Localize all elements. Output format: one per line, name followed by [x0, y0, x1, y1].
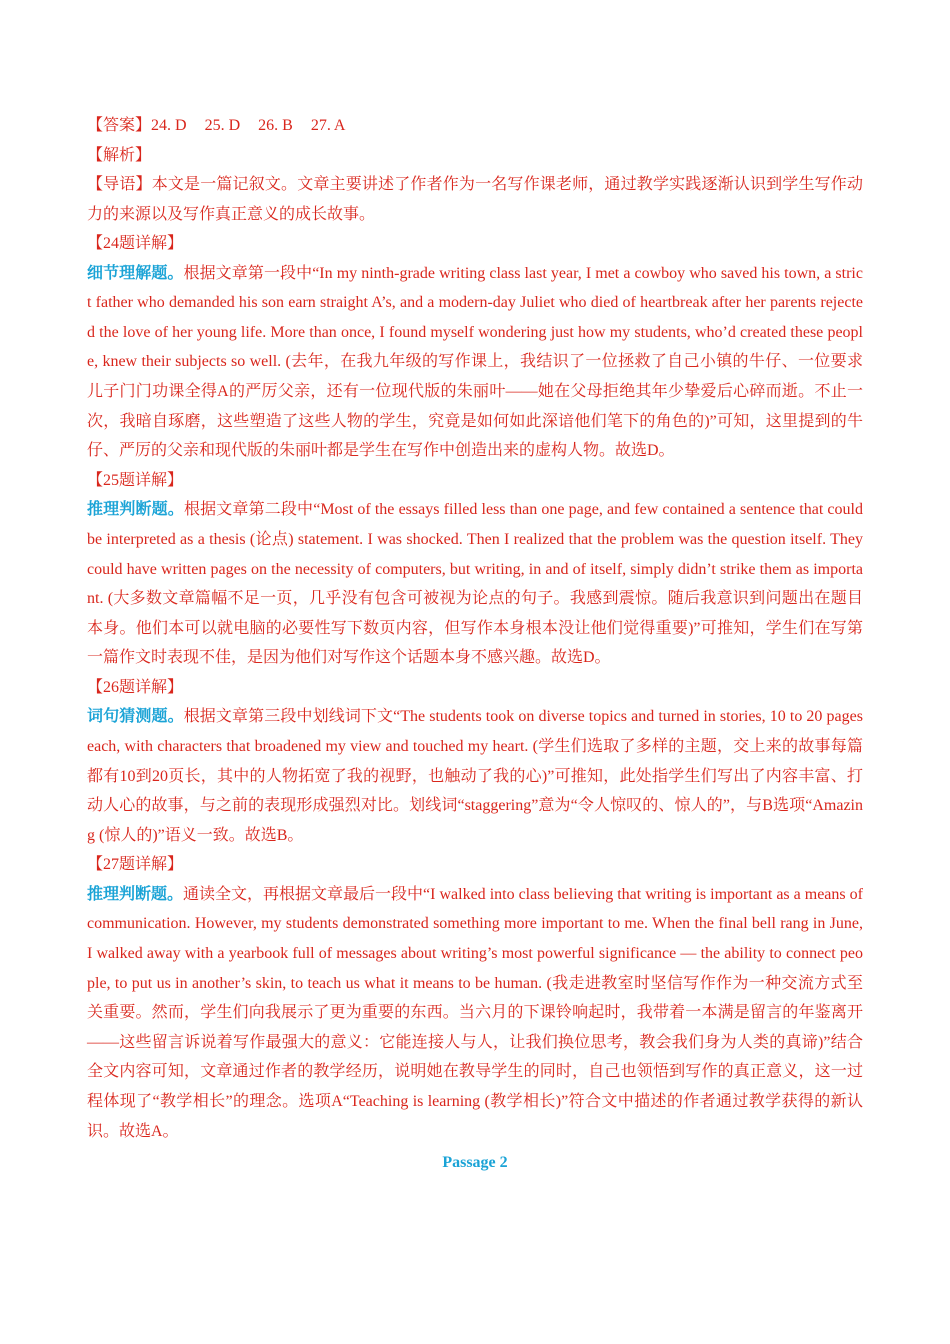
q26-heading: 【26题详解】 [87, 678, 184, 696]
answer-label: 【答案】 [87, 117, 152, 134]
intro-text: 本文是一篇记叙文。文章主要讲述了作者作为一名写作课老师，通过教学实践逐渐认识到学生写作动力的来源以及写作真正意义的成长故事。 [87, 176, 863, 223]
q26-tag: 词句猜测题。 [87, 708, 184, 726]
q25-tag: 推理判断题。 [87, 501, 184, 519]
intro-paragraph [87, 170, 863, 229]
q25-text: 根据文章第二段中“Most of the essays filled less than one page, and few contained a sentence that could be interpreted as a thesis (论点) statement. I was shocked. Then I realized that the problem was the question itself. They could have written pages on the necessity of computers, but writing, in and of itself, simply didn’t strike them as important. (大多数文章篇幅不足一页，几乎没有包含可被视为论点的句子。我感到震惊。随后我意识到问题出在题目本身。他们本可以就电脑的必要性写下数页内容，但写作本身根本没让他们觉得重要)”可推知，学生们在写第一篇作文时表现不佳，是因为他们对写作这个话题本身不感兴趣。故选D。 [87, 501, 863, 667]
q24-tag: 细节理解题。 [87, 264, 184, 282]
answer-line [87, 111, 863, 141]
q27-text: 通读全文，再根据文章最后一段中“I walked into class believing that writing is important as a means of communication. However, my students demonstrated something more important to me. When the final bell rang in June, I walked away with a yearbook full of messages about writing’s most powerful significance — the ability to connect people, to put us in another’s skin, to teach us what it means to be human. (我走进教室时坚信写作作为一种交流方式至关重要。然而，学生们向我展示了更为重要的东西。当六月的下课铃响起时，我带着一本满是留言的年鉴离开——这些留言诉说着写作最强大的意义：它能连接人与人，让我们换位思考，教会我们身为人类的真谛)”结合全文内容可知，文章通过作者的教学经历，说明她在教导学生的同时，自己也领悟到写作的真正意义，这一过程体现了“教学相长”的理念。选项A“Teaching is learning (教学相长)”符合文中描述的作者通过教学获得的新认识。故选A。 [87, 885, 863, 1140]
answer-item: 26. B [258, 117, 293, 134]
q24-paragraph [87, 259, 863, 466]
q25-heading: 【25题详解】 [87, 471, 184, 489]
answer-item: 24. D [151, 117, 187, 134]
q26-paragraph [87, 702, 863, 850]
answer-item: 27. A [310, 117, 346, 134]
q27-tag: 推理判断题。 [87, 885, 184, 903]
answer-item: 25. D [204, 117, 241, 134]
q27-paragraph [87, 880, 863, 1146]
q25-paragraph [87, 495, 863, 673]
q24-heading: 【24题详解】 [87, 235, 184, 253]
analysis-heading: 【解析】 [87, 146, 152, 164]
document-page [87, 111, 863, 1178]
intro-label: 【导语】 [87, 176, 152, 193]
q26-text: 根据文章第三段中划线词下文“The students took on diverse topics and turned in stories, 10 to 20 pages each, with characters that broadened my view and touched my heart. (学生们选取了多样的主题，交上来的故事每篇都有10到20页长，其中的人物拓宽了我的视野，也触动了我的心)”可推知，此处指学生们写出了内容丰富、打动人心的故事，与之前的表现形成强烈对比。划线词“staggering”意为“令人惊叹的、惊人的”，与B选项“Amazing (惊人的)”语义一致。故选B。 [87, 708, 863, 844]
passage-title: Passage 2 [442, 1154, 508, 1172]
q24-text: 根据文章第一段中“In my ninth-grade writing class last year, I met a cowboy who saved his town, a strict father who demanded his son earn straight A’s, and a modern-day Juliet who died of heartbreak after her parents rejected the love of her young life. More than once, I found myself wondering just how my students, who’d created these people, knew their subjects so well. (去年，在我九年级的写作课上，我结识了一位拯救了自己小镇的牛仔、一位要求儿子门门功课全得A的严厉父亲，还有一位现代版的朱丽叶——她在父母拒绝其年少挚爱后心碎而逝。不止一次，我暗自琢磨，这些塑造了这些人物的学生，究竟是如何如此深谙他们笔下的角色的)”可知，这里提到的牛仔、严厉的父亲和现代版的朱丽叶都是学生在写作中创造出来的虚构人物。故选D。 [87, 264, 863, 460]
q27-heading: 【27题详解】 [87, 856, 184, 874]
